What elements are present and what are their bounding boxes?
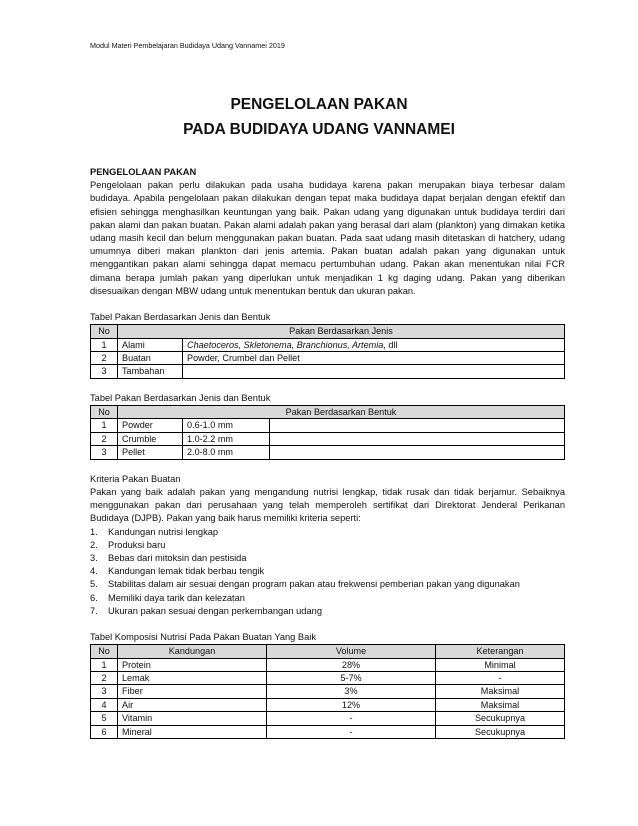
nutrient-name: Protein [118,658,267,671]
table-row [91,658,565,671]
title-line-1: PENGELOLAAN PAKAN [230,96,408,113]
nutrient-volume: 3% [267,685,436,698]
table-header-row [91,406,565,419]
table-header-row [91,645,565,658]
list-text: Memiliki daya tarik dan kelezatan [108,592,245,603]
list-text: Bebas dari mitoksin dan pestisida [108,552,247,563]
nutrient-volume: 28% [267,658,436,671]
empty-cell [270,419,565,432]
nutrient-name: Mineral [118,725,267,738]
feed-size: 0.6-1.0 mm [183,419,270,432]
list-number: 6. [90,592,98,603]
feed-species: Chaetoceros, Skletonema, Branchionus, Artemia [187,339,384,350]
nutrient-note: Secukupnya [436,712,565,725]
feed-detail-suffix: , dll [383,339,398,350]
nutrient-name: Vitamin [118,712,267,725]
feed-name: Alami [118,338,183,351]
table-header-note: Keterangan [436,645,565,658]
table-header-no: No [91,325,118,338]
table-row [91,671,565,684]
row-number: 5 [91,712,118,725]
row-number: 1 [91,658,118,671]
table-row [91,446,565,459]
section-heading: PENGELOLAAN PAKAN [90,167,197,177]
table1-caption: Tabel Pakan Berdasarkan Jenis dan Bentuk [90,312,271,323]
table-row [91,365,565,378]
intro-paragraph: Pengelolaan pakan perlu dilakukan pada usaha budidaya karena pakan merupakan biaya terbesar dalam budidaya. Apabila pengelolaan pakan dilakukan dengan tepat maka budidaya dapat berjalan dengan efektif dan efisien sehingga menghasilkan keuntungan yang baik. Pakan udang yang digunakan untuk budidaya terdiri dari pakan alami dan pakan buatan. Pakan alami adalah pakan yang berasal dari alam (plankton) yang dimakan ketika udang masih kecil dan belum menggunakan pakan buatan. Pada saat udang masih ditetaskan di hatchery, udang umumnya diberi makan plankton dari jenis artemia. Pakan buatan adalah pakan yang digunakan untuk menggantikan pakan alami sehingga dapat memacu pertumbuhan udang. Pakan akan menentukan nilai FCR dimana berapa jumlah pakan yang diperlukan untuk menjadikan 1 kg daging udang. Pakan yang diberikan disesuaikan dengan MBW udang untuk menentukan bentuk dan ukuran pakan. [90,180,565,296]
feed-size: 1.0-2.2 mm [183,432,270,445]
running-header: Modul Materi Pembelajaran Budidaya Udang Vannamei 2019 [90,41,285,50]
empty-cell [270,432,565,445]
table-header-no: No [91,645,118,658]
list-text: Kandungan nutrisi lengkap [108,526,219,537]
feed-form-name: Pellet [118,446,183,459]
row-number: 3 [91,446,118,459]
criteria-list [90,526,565,618]
list-number: 2. [90,539,98,550]
table-row [91,338,565,351]
row-number: 4 [91,698,118,711]
feed-form-table [90,405,565,460]
nutrient-note: Maksimal [436,698,565,711]
feed-detail [183,365,565,378]
empty-cell [270,446,565,459]
row-number: 2 [91,352,118,365]
feed-form-name: Powder [118,419,183,432]
table-header-form: Pakan Berdasarkan Bentuk [118,406,565,419]
document-title [0,92,638,142]
nutrient-volume: - [267,725,436,738]
list-text: Kandungan lemak tidak berbau tengik [108,566,265,577]
feed-name: Tambahan [118,365,183,378]
list-item [90,578,565,591]
feed-detail [183,338,565,351]
table-row [91,698,565,711]
nutrient-name: Fiber [118,685,267,698]
row-number: 1 [91,419,118,432]
title-line-2: PADA BUDIDAYA UDANG VANNAMEI [183,121,455,138]
nutrient-name: Air [118,698,267,711]
nutrient-note: Secukupnya [436,725,565,738]
row-number: 6 [91,725,118,738]
table3-caption: Tabel Komposisi Nutrisi Pada Pakan Buatan Yang Baik [90,631,317,642]
document-body [90,166,565,739]
table-row [91,712,565,725]
list-number: 3. [90,552,98,563]
list-item [90,605,565,618]
feed-size: 2.0-8.0 mm [183,446,270,459]
nutrient-volume: - [267,712,436,725]
list-text: Stabilitas dalam air sesuai dengan program pakan atau frekwensi pemberian pakan yang digunakan [108,579,520,590]
list-number: 7. [90,605,98,616]
list-number: 4. [90,566,98,577]
list-item [90,526,565,539]
row-number: 3 [91,365,118,378]
table-row [91,685,565,698]
list-number: 5. [90,579,98,590]
table-header-row [91,325,565,338]
row-number: 1 [91,338,118,351]
nutrient-volume: 12% [267,698,436,711]
table2-caption: Tabel Pakan Berdasarkan Jenis dan Bentuk [90,392,271,403]
feed-type-table [90,324,565,379]
list-item [90,552,565,565]
criteria-paragraph: Pakan yang baik adalah pakan yang mengandung nutrisi lengkap, tidak rusak dan tidak berjamur. Sebaiknya menggunakan pakan dari perusahaan yang telah memperoleh sertifikat dari Direktorat Jenderal Perikanan Budidaya (DJPB). Pakan yang baik harus memiliki kriteria seperti: [90,486,565,524]
list-item [90,592,565,605]
feed-name: Buatan [118,352,183,365]
table-row [91,419,565,432]
nutrient-note: - [436,671,565,684]
list-item [90,565,565,578]
list-item [90,539,565,552]
table-row [91,432,565,445]
nutrient-name: Lemak [118,671,267,684]
row-number: 3 [91,685,118,698]
table-header-type: Pakan Berdasarkan Jenis [118,325,565,338]
table-header-content: Kandungan [118,645,267,658]
table-row [91,725,565,738]
feed-detail: Powder, Crumbel dan Pellet [183,352,565,365]
nutrient-note: Maksimal [436,685,565,698]
nutrient-note: Minimal [436,658,565,671]
list-number: 1. [90,526,98,537]
nutrition-table [90,644,565,739]
nutrient-volume: 5-7% [267,671,436,684]
row-number: 2 [91,432,118,445]
list-text: Produksi baru [108,539,166,550]
table-row [91,352,565,365]
list-text: Ukuran pakan sesuai dengan perkembangan udang [108,605,322,616]
table-header-no: No [91,406,118,419]
table-header-volume: Volume [267,645,436,658]
feed-form-name: Crumble [118,432,183,445]
criteria-heading: Kriteria Pakan Buatan [90,473,181,484]
row-number: 2 [91,671,118,684]
